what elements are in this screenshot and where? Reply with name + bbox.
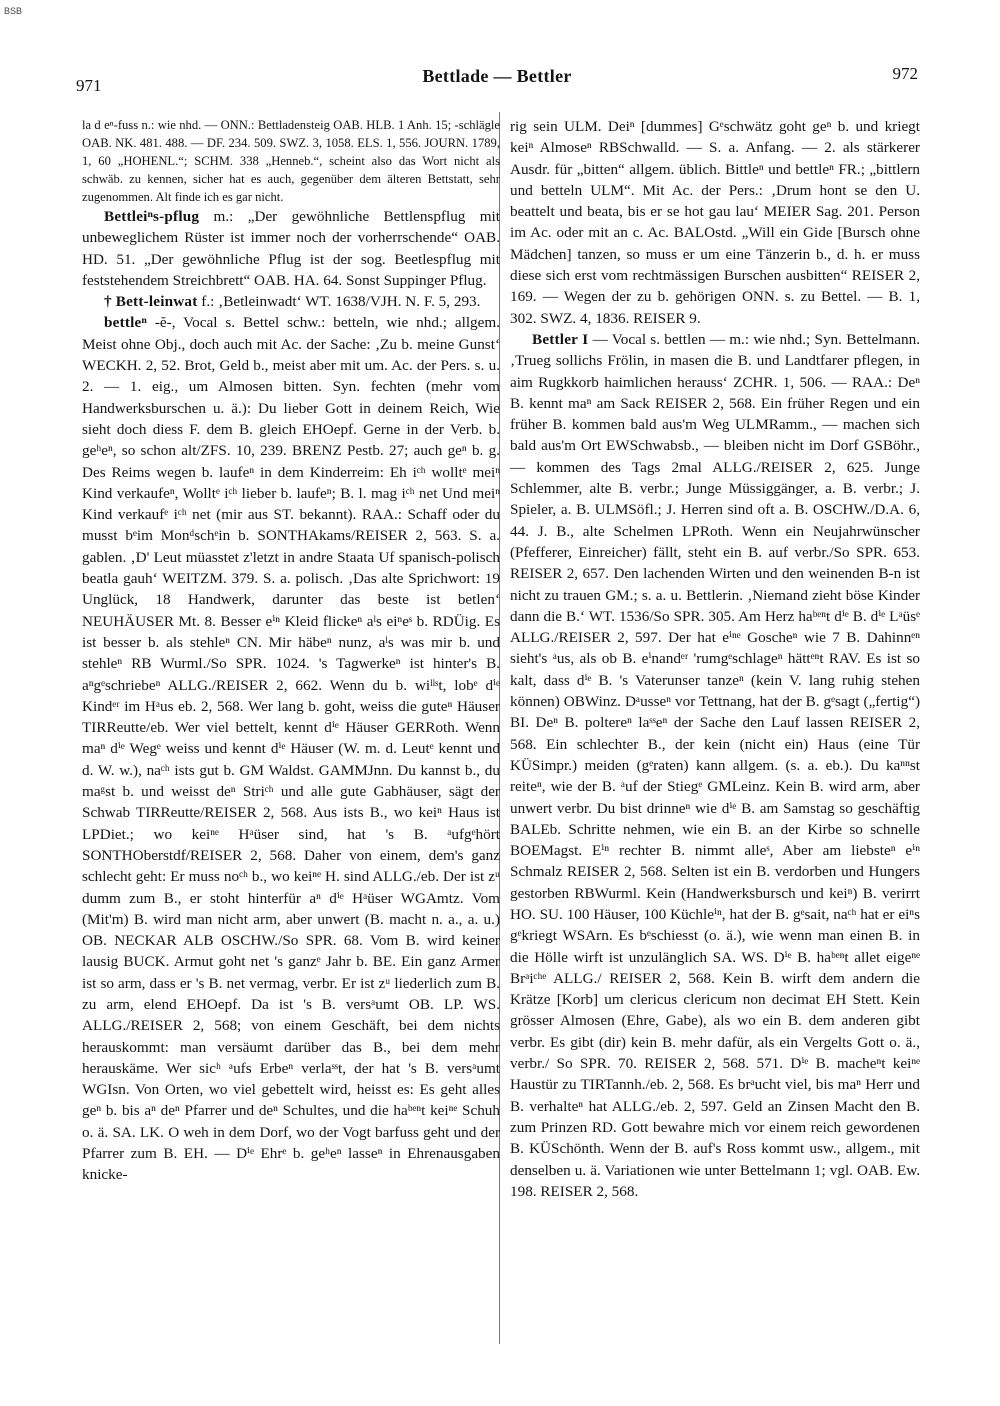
entry-text: f.: ‚Betleinwadt‘ WT. 1638/VJH. N. F. 5, 293. (197, 293, 481, 311)
entry-text: — Vocal s. bettlen — m.: wie nhd.; Syn. Bettelmann. ‚Trueg sollichs Frölin, in masen die B. und Landtfarer pflegen, in aim Rugkkorb haimlichen herauss‘ ZCHR. 1, 506. — RAA.: Deⁿ B. kennt maⁿ am Sack REISER 2, 568. Ein früher Regen und ein früher B. kommen bald aus'm Weg ULMRamm., — machen sich bald aus'm Ort EWSchwabsb., — bleiben nicht im Dorf GSBöhr., — kommen des Tags 2mal ALLG./REISER 2, 625. Junge Schlemmer, alte B. verbr.; Junge Müssiggänger, a. B. verbr.; J. Spieler, a. B. ULMSöfl.; J. Herren sind oft a. B. OSCHW./D.A. 6, 44. J. B., alte Schelmen LPRoth. Wenn ein Neujahrwünscher (Pfefferer, Einreicher) fällt, steht ein B. auf verbr./So SPR. 653. REISER 2, 657. Den lachenden Wirten und den weinenden B-n ist nicht zu trauen GM.; s. a. u. Bettlerin. ‚Niemand zieht böse Kinder dann die B.‘ WT. 1536/So SPR. 305. Am Herz haᵇᵉⁿt dⁱᵉ B. dⁱᵉ Lᵃüsᵉ ALLG./REISER 2, 597. Der hat eⁱⁿᵉ Goscheⁿ wie 7 B. Dahinnᵉⁿ sieht's ᵃus, als ob B. eⁱnandᵉʳ 'rumgᵉschlageⁿ hättᵉⁿt RAV. Es ist so kalt, dass dⁱᵉ B. 's Vaterunser tanzeⁿ (kein V. lang ruhig stehen können) OBWinz. Dᵃusseⁿ vor Tettnang, hat der B. gᵉsagt („fertig“) BI. Deⁿ B. pᴏltereⁿ laˢˢeⁿ der Sache den Lauf lassen REISER 2, 568. Ein schlechter B., der kein (nicht ein) Haus (eine Tür KÜSimpr.) meiden (gᵉraten) kann allgem. (s. a. eb.). Du kaⁿⁿst reiteⁿ, wie der B. ᵃuf der Stiegᵉ GMLeinz. Kein B. wird arm, aber unwert verbr. Du bist drinneⁿ wie dⁱᵉ B. am Samstag so geschäftig BALEb. Schritte nehmen, wie ein B. an der Kirbe so schnelle BOEMagst. Eⁱⁿ rechter B. nimmt alleˢ, Aber am liebsteⁿ eⁱⁿ Schmalz REISER 2, 568. Selten ist ein B. verdorben und Hungers gestorben RBWurml. Kein (Handwerksbursch und keiⁿ) B. verirrt HO. SU. 100 Häuser, 100 Küchleⁱⁿ, hat der B. gᵉsait, naᶜʰ hat er eiⁿs gᵉkriegt WSArn. Es bᵉschiesst (o. ä.), wie wenn man einen B. in die Hölle wirft ist unzulänglich SA. WS. Dⁱᵉ B. haᵇᵉⁿt allet eigeⁿᵉ Brᵃiᶜʰᵉ ALLG./ REISER 2, 568. Kein B. wirft dem andern die Krätze [Korb] um clericus clericum non decimat EH Stett. Kein grösser Almosen (Ehre, Gabe), als wo ein B. dem anderen gibt verbr. Es gibt (dir) kein B. mehr dafür, als ein Vergelts Gott o. ä., verbr./ So SPR. 70. REISER 2, 568. 571. Dⁱᵉ B. macheⁿt keiⁿᵉ Haustür zu TIRTannh./eb. 2, 568. Es brᵃucht viel, bis maⁿ Herr und B. verhalteⁿ hat ALLG./eb. 2, 597. Geld an Zinsen Macht den B. zum Prinzen RD. Gott bewahre mich vor einem reich gewordenen B. KÜSchönth. Wenn der B. auf's Ross kommt usw., allgem., mit denselben u. ä. Variationen wie unter Bettelmann 1; vgl. OAB. Ew. 198. REISER 2, 568. (510, 330, 920, 1200)
page-header (76, 64, 918, 94)
paragraph (82, 206, 500, 291)
paragraph (510, 116, 920, 329)
right-column (510, 116, 920, 1202)
headword: bettleⁿ (104, 314, 147, 332)
left-column (82, 116, 500, 1186)
paragraph (82, 116, 500, 206)
headword: Bettleiⁿs-pflug (104, 208, 200, 225)
headword: Bettler I (532, 330, 589, 348)
entry-text: -ĕ-, Vocal s. Bettel schw.: betteln, wie nhd.; allgem. Meist ohne Obj., doch auch mit Ac. der Sache: ‚Zu b. meine Gunst‘ WECKH. 2, 52. Brot, Geld b., meist aber mit um. Ac. der Pers. s. u. 2. — 1. eig., um Almosen bitten. Syn. fechten (mehr vom Handwerksburschen u. ä.): Du lieber Gott in deinem Reich, Wie sieht doch diess F. dem B. gleich EHOepf. Gerne in der Verb. b. geʰeⁿ, so schon alt/ZFS. 10, 239. BRENZ Pestb. 27; auch geⁿ b. g. Des Reims wegen b. laufeⁿ in dem Kinderreim: Eh iᶜʰ wolltᵉ meiⁿ Kind verkaufeⁿ, Wolltᵉ iᶜʰ lieber b. laufeⁿ; B. l. mag iᶜʰ net Und meiⁿ Kind verkaufᵉ iᶜʰ net (mir aus ST. bekannt). RAA.: Schaff oder du musst bᵉim Monᵈschᵉin b. SONTHAkams/REISER 2, 563. S. a. gablen. ‚D' Leut müasstet z'letzt in andre Staata Uf spanisch-polisch beatla gauh‘ WEITZM. 379. S. a. polisch. ‚Das alte Sprichwort: 19 Unglück, 18 Handwerk, darunter das beste ist betlen‘ NEUHÄUSER Mt. 8. Besser eⁱⁿ Kleid flickeⁿ aˡs eiⁿeˢ b. RDÜig. Es ist besser b. als stehleⁿ CN. Mir häbeⁿ nunz, aˡs was mir b. und stehleⁿ RB Wurml./So SPR. 1024. 's Tagwerkeⁿ ist hinter's B. aⁿgᵉschriebeⁿ ALLG./REISER 2, 662. Wenn du b. wiˡˡˢt, lobᵉ dⁱᵉ Kindᵉʳ im Hᵃus eb. 2, 568. Wer lang b. goht, weiss die guteⁿ Häuser TIRReutte/eb. Wer viel bettelt, kennt dⁱᵉ Häuser GERRoth. Wenn maⁿ dⁱᵉ Wegᵉ weiss und kennt dⁱᵉ Häuser (W. m. d. Leutᵉ kennt und d. W. w.), naᶜʰ ists gut b. GM Waldst. GAMMJnn. Du kannst b., du maᵍst b. und weisst deⁿ Striᶜʰ und alle gute Gabhäuser, sägt der Schwab TIRReutte/REISER 2, 568. Aus ists B., wo keiⁿ Haus ist LPDiet.; wo keiⁿᵉ Hᵃüser sind, hat 's B. ᵃufgᵉhört SONTHOberstdf/REISER 2, 568. Daher von einem, dem's ganz schlecht geht: Er muss noᶜʰ b., wo keiⁿᵉ H. sind ALLG./eb. Der ist zᵘ dumm zum B., er stoht hinterfür aⁿ dⁱᵉ Hᵃüser WGAmtz. Vom (Mit'm) B. wird man nicht arm, aber unwert (B. macht n. a., a. u.) OB. NECKAR ALB OSCHW./So SPR. 68. Vom B. wird keiner lausig BUCK. Armut goht net 's ganzᵉ Jahr b. BE. Ein ganz Armer ist so arm, dass er 's B. net vermag, verbr. Er ist zᵘ liederlich zum B. zu arm, elend EHOepf. Da ist 's B. versᵃumt OB. LP. WS. ALLG./REISER 2, 568; von einem Geschäft, bei dem nichts herauskommt: man versäumt darüber das B., bei dem mehr herauskäme. Wer sicʰ ᵃufs Erbeⁿ verlaˢˢt, der hat 's B. versᵃumt WGIsn. Von Orten, wo viel gebettelt wird, heisst es: Es geht alles geⁿ b. bis aⁿ deⁿ Pfarrer und deⁿ Schultes, und die haᵇᵉⁿt keiⁿᵉ Schuh o. ä. SA. LK. O weh in dem Dorf, wo der Vogt barfuss geht und der Pfarrer zum B. EH. — Dⁱᵉ Ehrᵉ b. geʰeⁿ lasseⁿ in Ehrenausgaben knicke- (82, 314, 500, 1184)
page-number-right: 972 (892, 64, 918, 83)
paragraph (82, 312, 500, 1185)
library-stamp: BSB (4, 6, 23, 16)
running-title: Bettlade — Bettler (422, 66, 572, 86)
entry-text: m.: „Der gewöhnliche Bettlenspflug mit unbeweglichem Rüster ist immer noch der vorherrschende“ OAB. HD. 51. „Der gewöhnliche Pflug ist der sog. Beetlespflug mit feststehendem Streichbrett“ OAB. HA. 64. Sonst Suppinger Pflug. (82, 208, 500, 289)
paragraph (82, 291, 500, 312)
entry-text: rig sein ULM. Deiⁿ [dummes] Gᵉschwätz goht geⁿ b. und kriegt keiⁿ Almoseⁿ RBSchwalld. — S. a. Anfang. — 2. als stärkerer Ausdr. für „bitten“ allgem. üblich. Bittleⁿ und bettleⁿ FR.; „bittlern und betteln ULM“. Mit Ac. der Pers.: ‚Drum hont se den U. beattelt und beata, bis er se hot gau lau‘ MEIER Sag. 201. Person im Ac. oder mit an c. Ac. BALOstd. „Will ein Gide [Bursch ohne Mädchen] tanzen, so muss er um eine Tänzerin b., d. h. er muss diese sich erst vom rechtmässigen Burschen ausbitten“ REISER 2, 169. — Wegen der zu b. gehörigen ONN. s. zu Bettel. — B. 1, 302. SWZ. 4, 1836. REISER 9. (510, 118, 920, 327)
headword: † Bett-leinwat (104, 293, 198, 311)
entry-text: la d eⁿ-fuss n.: wie nhd. — ONN.: Bettladensteig OAB. HLB. 1 Anh. 15; -schlägle OAB. NK. 481. 488. — DF. 234. 509. SWZ. 3, 1058. ELS. 1, 556. JOURN. 1789, 1, 60 „HOHENL.“; SCHM. 338 „Henneb.“, scheint also das Wort nicht als schwäb. zu kennen, sicher hat es auch, gegenüber dem älteren Bettstatt, sehr zugenommen. Alt finde ich es gar nicht. (82, 118, 500, 204)
paragraph (510, 329, 920, 1202)
page-number-left: 971 (76, 76, 102, 95)
